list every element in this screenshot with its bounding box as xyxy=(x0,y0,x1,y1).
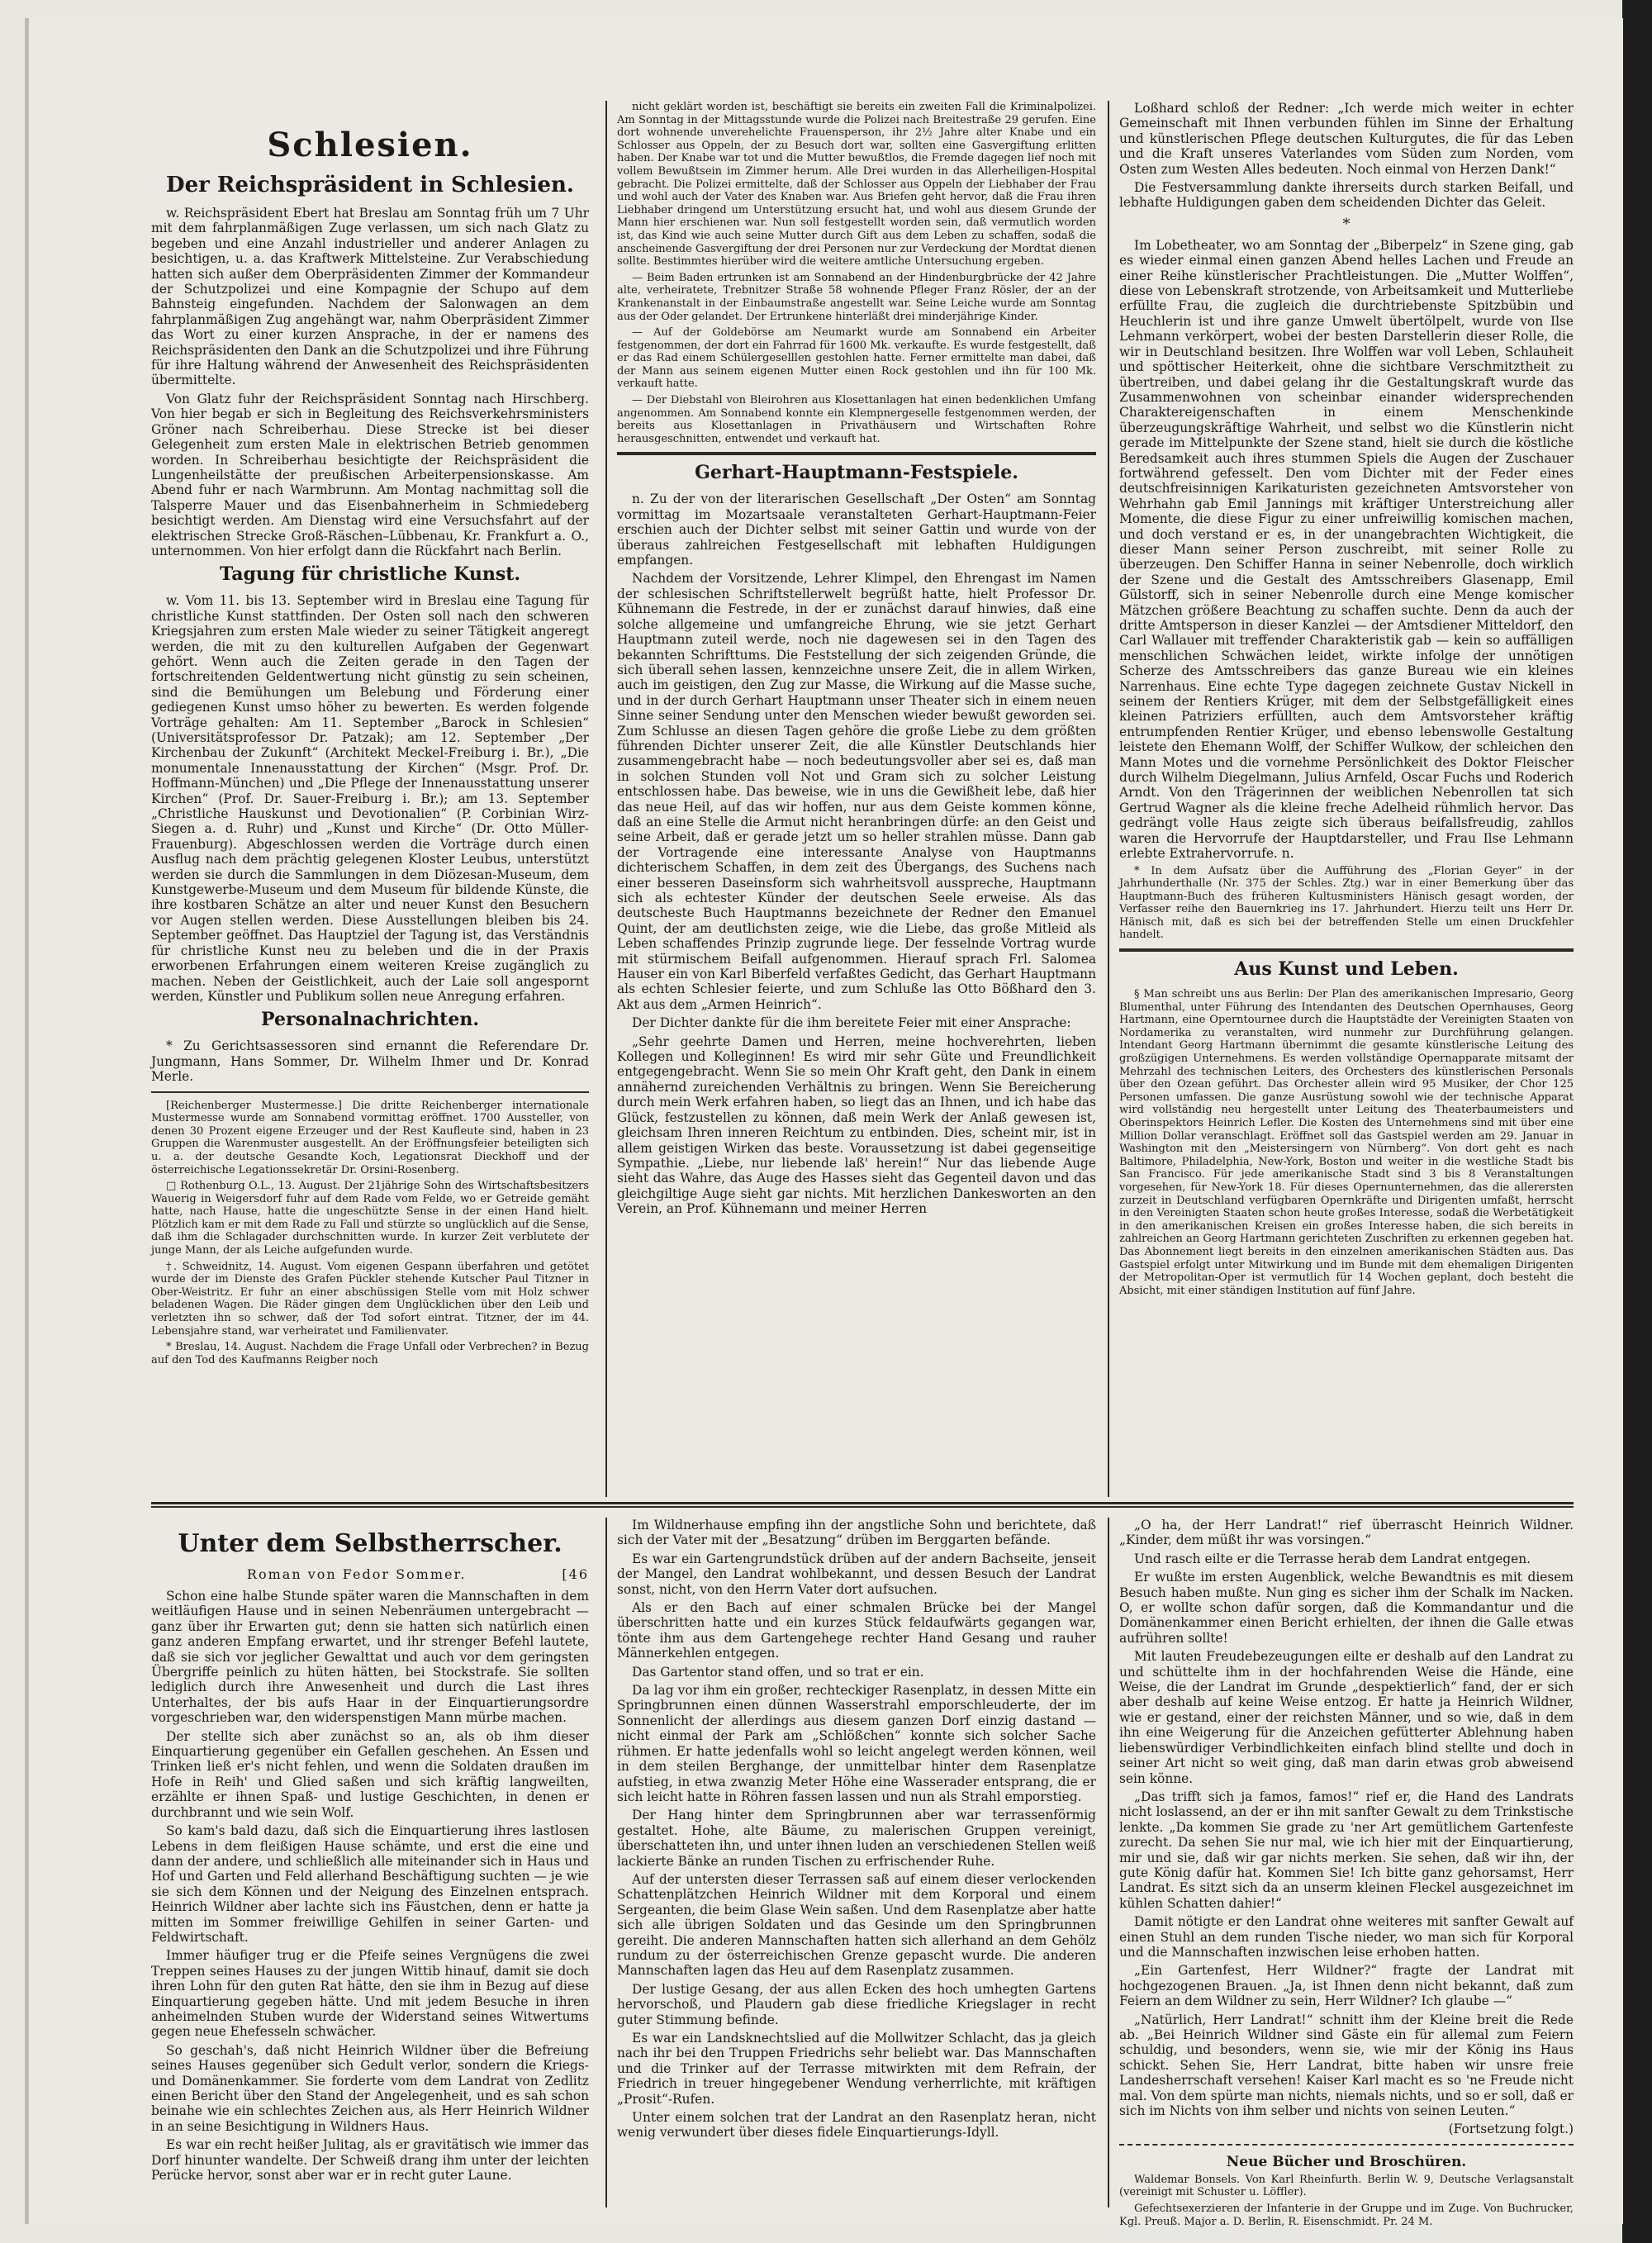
novel-paragraph: Auf der untersten dieser Terrassen saß auf einem dieser verlockenden Schattenplätzchen Heinrich Wildner mit dem Korporal und einem Sergeanten, die beim Glase Wein saßen. Und dem Rasenplatze aber hatte sich alle übrigen Soldaten und das Gesinde um den Springbrunnen gereiht. Die anderen Mannschaften hatten sich allerhand an dem Gehölz rundum zu der österreichischen Grenze gepascht wurde. Die anderen Mannschaften lagen das Heu auf dem Rasenplatz zusammen. xyxy=(617,1871,1096,1979)
news-item: — Beim Baden ertrunken ist am Sonnabend an der Hindenburgbrücke der 42 Jahre alte, verheiratete, Trebnitzer Straße 58 wohnende Pfleger Franz Rösler, der an der Krankenanstalt in der Einbaumstraße angestellt war. Seine Leiche wurde am Sonntag aus der Oder gelandet. Der Ertrunkene hinterläßt drei minderjährige Kinder. xyxy=(617,271,1096,323)
column-rule xyxy=(1108,1518,1109,2207)
novel-paragraph: Der Hang hinter dem Springbrunnen aber war terrassenförmig gestaltet. Hohe, alte Bäume, zu malerischen Gruppen vereinigt, überschatteten ihn, und unter ihnen luden an verschiedenen Stellen weiß lackierte Bänke an runden Tischen zu erfrischender Ruhe. xyxy=(617,1808,1096,1869)
novel-paragraph: Es war ein recht heißer Julitag, als er gravitätisch wie immer das Dorf hinunter wandelte. Der Schweiß drang ihm unter der leichten Perücke hervor, sonst aber war er in recht guter Laune. xyxy=(151,2137,589,2184)
article-paragraph: Loßhard schloß der Redner: „Ich werde mich weiter in echter Gemeinschaft mit Ihnen verbunden fühlen im Sinne der Erhaltung und künstlerischen Pflege deutschen Kulturgutes, die für das Leben und die Kraft unseres Vaterlandes vom Süden zum Norden, vom Osten zum Westen Alles bedeuten. Noch einmal von Herzen Dank!“ xyxy=(1119,101,1574,177)
article-paragraph: Von Glatz fuhr der Reichspräsident Sonntag nach Hirschberg. Von hier begab er sich in Begleitung des Reichsverkehrsministers Gröner nach Schreiberhau. Diese Strecke ist bei dieser Gelegenheit zum ersten Male in elektrischen Betrieb genommen worden. In Schreiberhau besichtigte der Reichspräsident die Lungenheilstätte der preußischen Arbeiterpensionskasse. Am Abend fuhr er nach Warmbrunn. Am Montag nachmittag soll die Talsperre Mauer und das Eisenbahnerheim in Schmiedeberg besichtigt werden. Am Dienstag wird eine Versuchsfahrt auf der elektrischen Strecke Groß-Räschen–Lübbenau, Kr. Frankfurt a. O., unternommen. Von hier erfolgt dann die Rückfahrt nach Berlin. xyxy=(151,391,589,558)
novel-paragraph: „Das trifft sich ja famos, famos!“ rief er, die Hand des Landrats nicht loslassend, an der er ihn mit sanfter Gewalt zu dem Trinkstische lenkte. „Da kommen Sie grade zu 'ner Art gemütlichem Gartenfeste zurecht. Da sehen Sie nur mal, wie ich hier mit der Einquartierung, mir und sie, daß wir gar nichts merken. Sie sehen, daß wir ihn, der gute König dafür hat. Kommen Sie! Ich bitte ganz gehorsamst, Herr Landrat. Es sitzt sich da an unserm kleinen Fleckel ausgezeichnet im kühlen Schatten dahier!“ xyxy=(1119,1789,1574,1911)
divider xyxy=(1119,948,1574,952)
novel-paragraph: Schon eine halbe Stunde später waren die Mannschaften in dem weitläufigen Hause und in seinen Nebenräumen untergebracht — ganz über ihr Erwarten gut; denn sie hatten sich natürlich einen ganz anderen Empfang erwartet, und ihr strenger Befehl lautete, daß sie sich vor jeglicher Gewalttat und auch vor dem geringsten Übergriffe peinlich zu hüten hätten, bei Stockstrafe. Sie sollten lediglich durch ihre Anwesenheit und durch die Last ihres Unterhaltes, der bis aufs Haar in der Einquartierungsordre vorgeschrieben war, den widerspenstigen Mann mürbe machen. xyxy=(151,1589,589,1726)
book-notice: Waldemar Bonsels. Von Karl Rheinfurth. Berlin W. 9, Deutsche Verlagsanstalt (vereinigt mit Schuster u. Löffler). xyxy=(1119,2173,1574,2199)
novel-paragraph: Das Gartentor stand offen, und so trat er ein. xyxy=(632,1664,924,1680)
news-item: †. Schweidnitz, 14. August. Vom eigenen Gespann überfahren und getötet wurde der im Dienste des Grafen Pückler stehende Kutscher Paul Titzner in Ober-Weistritz. Er fuhr an einer abschüssigen Stelle vom mit Holz schwer beladenen Wagen. Die Räder gingen dem Unglücklichen über den Leib und verletzten ihn so schwer, daß der Tod sofort eintrat. Titzner, der im 44. Lebensjahre stand, war verheiratet und Familienvater. xyxy=(151,1260,589,1338)
novel-paragraph: Der stellte sich aber zunächst so an, als ob ihm dieser Einquartierung gegenüber ein Gefallen geschehen. An Essen und Trinken ließ er's nicht fehlen, und wenn die Soldaten draußen im Hofe in Reih' und Glied saßen und sich kräftig langweilten, erzählte er ihnen Spaß- und lustige Geschichten, in denen er durchbrannt und wie sein Wolf. xyxy=(151,1728,589,1820)
newspaper-page xyxy=(25,18,1623,2228)
book-notice: Gefechtsexerzieren der Infanterie in der Gruppe und im Zuge. Von Buchrucker, Kgl. Preuß. Major a. D. Berlin, R. Eisenschmidt. Pr. 24 M. xyxy=(1119,2203,1574,2228)
novel-paragraph: Im Wildnerhause empfing ihn der angstliche Sohn und berichtete, daß sich der Vater mit der „Besatzung“ drüben im Berggarten befände. xyxy=(617,1518,1096,1548)
novel-paragraph: Da lag vor ihm ein großer, rechteckiger Rasenplatz, in dessen Mitte ein Springbrunnen einen dünnen Wasserstrahl emporschleuderte, der im Sonnenlicht der allerdings aus diesem ganzen Dorf einzig dastand — nicht einmal der Park am „Schlößchen“ konnte sich solcher Sache rühmen. Er hatte jedenfalls wohl so leicht angelegt werden können, weil in dem steilen Berghange, der unmittelbar hinter dem Rasenplatze aufstieg, in etwa zwanzig Meter Höhe eine Wasserader entsprang, die er sich leicht hatte in Röhren fassen lassen und nun als Strahl emporstieg. xyxy=(617,1683,1096,1804)
novel-paragraph: Es war ein Gartengrundstück drüben auf der andern Bachseite, jenseit der Mangel, den Landrat wohlbekannt, und dessen Besuch der Landrat sonst, nicht, von den Herrn Vater dort aufsuchen. xyxy=(617,1551,1096,1597)
article-headline-reichspraesident: Der Reichspräsident in Schlesien. xyxy=(166,173,574,197)
novel-paragraph: Als er den Bach auf einer schmalen Brücke bei der Mangel überschritten hatte und ein kurzes Stück feldaufwärts gegangen war, tönte ihm aus dem Gartengehege rechter Hand Gesang und rauher Männerkehlen entgegen. xyxy=(617,1600,1096,1661)
novel-byline xyxy=(151,1566,589,1582)
article-headline-hauptmann: Gerhart-Hauptmann-Festspiele. xyxy=(695,462,1018,484)
article-headline-tagung: Tagung für christliche Kunst. xyxy=(219,563,521,586)
section-title-schlesien: Schlesien. xyxy=(267,126,473,164)
news-item: [Reichenberger Mustermesse.] Die dritte Reichenberger internationale Mustermesse wurde am Sonnabend vormittag eröffnet. 1700 Aussteller, von denen 30 Prozent eigene Erzeuger und der Rest Kaufleute sind, haben in 23 Gruppen die Warenmuster ausgestellt. An der Eröffnungsfeier beteiligten sich u. a. der deutsche Gesandte Koch, Legationsrat Dieckhoff und der österreichische Legationssekretär Dr. Orsini-Rosenberg. xyxy=(151,1099,589,1176)
feuilleton-middle xyxy=(617,1518,1096,2212)
scan-edge xyxy=(1622,0,1652,2243)
article-paragraph: Die Festversammlung dankte ihrerseits durch starken Beifall, und lebhafte Huldigungen gaben dem scheidenden Dichter das Geleit. xyxy=(1119,180,1574,211)
novel-paragraph: „O ha, der Herr Landrat!“ rief überrascht Heinrich Wildner. „Kinder, dem müßt ihr was vorsingen.“ xyxy=(1119,1518,1574,1548)
novel-paragraph: Unter einem solchen trat der Landrat an den Rasenplatz heran, nicht wenig verwundert über dieses fidele Einquartierungs-Idyll. xyxy=(617,2110,1096,2141)
novel-author: Roman von Fedor Sommer. xyxy=(246,1566,467,1582)
novel-paragraph: Mit lauten Freudebezeugungen eilte er deshalb auf den Landrat zu und schüttelte ihm in der hochfahrenden Weise die Hände, eine Weise, die der Landrat im Grunde „despektierlich“ fand, der er sich aber deshalb auf keine Weise entzog. Er hatte ja Heinrich Wildner, wie er gestand, einer der reichsten Männer, und so wie, daß in dem ihn eine Weigerung für die Anzeichen gefütterter Ablehnung haben liebenswürdiger Verbindlichkeiten einfach blind stellte und doch in seiner Art nicht so weit ging, daß man darin etwas grob abweisend sein könne. xyxy=(1119,1649,1574,1786)
article-headline-kunst: Aus Kunst und Leben. xyxy=(1234,958,1459,981)
left-column xyxy=(151,101,589,1497)
article-paragraph: Der Dichter dankte für die ihm bereitete Feier mit einer Ansprache: xyxy=(632,1015,1071,1031)
article-paragraph: w. Vom 11. bis 13. September wird in Breslau eine Tagung für christliche Kunst stattfinden. Der Osten soll nach den schweren Kriegsjahren zum ersten Male wieder zu seiner Tätigkeit angeregt werden, die mit zu den kulturellen Aufgaben der Gegenwart gehört. Wenn auch die Zeiten gerade in den Tagen der fortschreitenden Geldentwertung nicht günstig zu sein scheinen, sind die Bemühungen um Belebung und Förderung einer gediegenen Kunst umso höher zu bewerten. Es werden folgende Vorträge gehalten: Am 11. September „Barock in Schlesien“ (Universitätsprofessor Dr. Patzak); am 12. September „Der Kirchenbau der Zukunft“ (Architekt Meckel-Freiburg i. Br.), „Die monumentale Innenausstattung der Kirchen“ (Msgr. Prof. Dr. Hoffmann-München) und „Die Pflege der Innenausstattung unserer Kirchen“ (Prof. Dr. Sauer-Freiburg i. Br.); am 13. September „Christliche Hauskunst und Devotionalien“ (P. Corbinian Wirz-Siegen a. d. Ruhr) und „Kunst und Kirche“ (Dr. Otto Müller-Frauenburg). Abgeschlossen werden die Vorträge durch einen Ausflug nach dem prächtig gelegenen Kloster Leubus, unterstützt werden sie durch die Sammlungen in dem Diözesan-Museum, dem Kunstgewerbe-Museum und dem Museum für bildende Künste, die ihre kostbaren Schätze an alter und neuer Kunst den Besuchern vor Augen stellen werden. Diese Ausstellungen bleiben bis 24. September geöffnet. Das Hauptziel der Tagung ist, das Verständnis für christliche Kunst neu zu beleben und die in der Praxis erworbenen Erfahrungen einem weiteren Kreise zugänglich zu machen. Neben der Geistlichkeit, auch der Laie soll angespornt werden, Künstler und Publikum sollen neue Anregung erfahren. xyxy=(151,593,589,1004)
section-headline-buecher: Neue Bücher und Broschüren. xyxy=(1226,2153,1467,2170)
column-rule xyxy=(605,101,607,1497)
novel-paragraph: Er wußte im ersten Augenblick, welche Bewandtnis es mit diesem Besuch haben mußte. Nun ging es sicher ihm der Schalk im Nacken. O, er wollte schon dafür sorgen, daß die Kommandantur und die Domänenkammer einen Bericht erhielten, der ihnen die Galle etwas aufrühren sollte! xyxy=(1119,1570,1574,1646)
novel-title: Unter dem Selbstherrscher. xyxy=(178,1529,563,1558)
novel-paragraph: „Natürlich, Herr Landrat!“ schnitt ihm der Kleine breit die Rede ab. „Bei Heinrich Wildner sind Gäste ein für allemal zum Feiern schuldig, und besonders, wenn sie, wie mir der König ins Haus schickt. Sehen Sie, Herr Landrat, bitte haben wir unsre freie Landesherrschaft versehen! Kaiser Karl macht es so 'ne Freude nicht mal. Von dem spürte man nichts, niemals nichts, und so er soll, daß er sich im Nichts von ihm selber und nichts von seinen Leuten.“ xyxy=(1119,2012,1574,2119)
news-item: * Breslau, 14. August. Nachdem die Frage Unfall oder Verbrechen? in Bezug auf den Tod des Kaufmanns Reigber noch xyxy=(151,1341,589,1366)
article-paragraph: * Zu Gerichtsassessoren sind ernannt die Referendare Dr. Jungmann, Hans Sommer, Dr. Wilhelm Ihmer und Dr. Konrad Merle. xyxy=(151,1038,589,1085)
novel-paragraph: „Ein Gartenfest, Herr Wildner?“ fragte der Landrat mit hochgezogenen Brauen. „Ja, ist Ihnen denn nicht bekannt, daß zum Feiern an dem Wildner zu sein, Herr Wildner? Ich glaube —“ xyxy=(1119,1963,1574,2009)
installment-number: [46 xyxy=(562,1566,589,1582)
novel-paragraph: Und rasch eilte er die Terrasse herab dem Landrat entgegen. xyxy=(1134,1551,1531,1566)
column-rule xyxy=(605,1518,607,2207)
article-paragraph: n. Zu der von der literarischen Gesellschaft „Der Osten“ am Sonntag vormittag im Mozartsaale veranstalteten Gerhart-Hauptmann-Feier erschien auch der Dichter selbst mit seiner Gattin und wurde von der überaus zahlreichen Festgesellschaft mit lebhaften Huldigungen empfangen. xyxy=(617,492,1096,568)
news-item: nicht geklärt worden ist, beschäftigt sie bereits ein zweiten Fall die Kriminalpolizei. Am Sonntag in der Mittagsstunde wurde die Polizei nach Breitestraße 29 gerufen. Eine dort wohnende unverehelichte Frauensperson, ihr 2½ Jahre alter Knabe und ein Schlosser aus Oppeln, der zu Besuch dort war, sollten eine Gasvergiftung erlitten haben. Der Knabe war tot und die Mutter bewußtlos, die Fremde dagegen lief noch mit vollem Bewußtsein im Zimmer herum. Alle Drei wurden in das Allerheiligen-Hospital gebracht. Die Polizei ermittelte, daß der Schlosser aus Oppeln der Liebhaber der Frau und wohl auch der Vater des Knaben war. Aus Briefen geht hervor, daß die Frau ihren Liebhaber dringend um Unterstützung ersucht hat, und wohl aus diesem Grunde der Mann hier erschienen war. Nun soll festgestellt worden sein, daß vermutlich worden ist, das Kind wie auch seine Mutter durch Gift aus dem Leben zu schaffen, sodaß die anscheinende Gasvergiftung der drei Personen nur zur Verdeckung der Mordtat dienen sollte. Bestimmtes hierüber wird die weitere amtliche Untersuchung ergeben. xyxy=(617,101,1096,268)
divider xyxy=(151,1091,589,1093)
middle-column xyxy=(617,101,1096,1497)
column-rule xyxy=(1108,101,1109,1497)
article-paragraph: § Man schreibt uns aus Berlin: Der Plan des amerikanischen Impresario, Georg Blumenthal, unter Führung des Intendanten des Deutschen Opernhauses, Georg Hartmann, eine Operntournee durch die Hauptstädte der Vereinigten Staaten von Nordamerika zu veranstalten, wird nunmehr zur Durchführung gelangen. Intendant Georg Hartmann übernimmt die gesamte künstlerische Leitung des großzügigen Unternehmens. Es werden vollständige Opernapparate mitsamt der Mehrzahl des technischen Leiters, des Orchesters des künstlerischen Personals über den Ozean geführt. Das Orchester allein wird 95 Musiker, der Chor 125 Personen umfassen. Die ganze Ausrüstung sowohl wie der technische Apparat wird vollständig neu hergestellt unter Leitung des Theaterbaumeisters und Oberinspektors Heinrich Lefler. Die Kosten des Unternehmens sind mit über eine Million Dollar veranschlagt. Eröffnet soll das Gastspiel werden am 29. Januar in Washington mit den „Meistersingern von Nürnberg“. Von dort geht es nach Baltimore, Philadelphia, New-York, Boston und weiter in die westliche Stadt bis San Francisco. Für jede amerikanische Stadt sind 3 bis 8 Veranstaltungen vorgesehen, für New-York 18. Für dieses Opernunternehmen, das die allerersten zurzeit in Deutschland verfügbaren Opernkräfte und Dirigenten umfaßt, herrscht in den Vereinigten Staaten schon heute großes Interesse, sodaß die Werbetätigkeit in den amerikanischen Kreisen ein großes Interesse haben, die sich bereits in zahlreichen an Georg Hartmann gerichteten Zuschriften zu erkennen gegeben hat. Das Abonnement liegt bereits in den einzelnen amerikanischen Städten aus. Das Gastspiel erfolgt unter Mitwirkung und im Bunde mit dem ehemaligen Dirigenten der Metropolitan-Oper ist vermutlich für 14 Wochen geplant, doch besteht die Absicht, mit einer ständigen Institution auf fünf Jahre. xyxy=(1119,988,1574,1297)
divider xyxy=(617,452,1096,455)
news-item: — Auf der Goldebörse am Neumarkt wurde am Sonnabend ein Arbeiter festgenommen, der dort ein Fahrrad für 1600 Mk. verkaufte. Es wurde festgestellt, daß er das Rad einem Schülergeselllen gestohlen hatte. Ferner ermittelte man dabei, daß der Mann aus seinem eigenen Mutter einen Rock gestohlen und ihn für 100 Mk. verkauft hatte. xyxy=(617,326,1096,391)
novel-paragraph: So geschah's, daß nicht Heinrich Wildner über die Befreiung seines Hauses gegenüber sich Gedult verlor, sondern die Kriegs- und Domänenkammer. Sie forderte vom dem Landrat von Zedlitz einen Bericht über den Stand der Angelegenheit, und es sah schon beinahe wie ein schlechtes Zeichen aus, als Herr Heinrich Wildner in an seine Besichtigung in Wildners Haus. xyxy=(151,2042,589,2134)
article-headline-personal: Personalnachrichten. xyxy=(261,1009,479,1031)
novel-paragraph: Damit nötigte er den Landrat ohne weiteres mit sanfter Gewalt auf einen Stuhl an dem runden Tische nieder, wo man sich für Korporal und die Mannschaften inzwischen leise erhoben hatten. xyxy=(1119,1914,1574,1960)
novel-paragraph: Immer häufiger trug er die Pfeife seines Vergnügens die zwei Treppen seines Hauses zu der jungen Wittib hinauf, damit sie doch ihren Lohn für den guten Rat hätte, den sie ihm in Bezug auf diese Einquartierung gegeben hätte. Und mit jedem Besuche in ihren anheimelnden Stuben wurde der Widerstand seines Witwertums gegen neue Ehefesseln schwächer. xyxy=(151,1948,589,2040)
feuilleton-right xyxy=(1119,1518,1574,2228)
article-paragraph: Nachdem der Vorsitzende, Lehrer Klimpel, den Ehrengast im Namen der schlesischen Schriftstellerwelt begrüßt hatte, hielt Professor Dr. Kühnemann die Festrede, in der er zunächst darauf hinwies, daß eine solche allgemeine und umfangreiche Ehrung, wie sie jetzt Gerhart Hauptmann zuteil werde, noch nie dagewesen sei in den Tagen des bekannten Schrifttums. Die Feststellung der sich zeigenden Gründe, die sich überall sehen lassen, kennzeichne unsere Zeit, die in allem Wirken, auch im geistigen, den Zug zur Masse, die Wirkung auf die Masse suche, und in der durch Gerhart Hauptmann unser Theater sich in einem neuen Sinne seiner Sendung unter den Menschen wieder bewußt geworden sei. Zum Schlusse an diesen Tagen gehöre die große Liebe zu dem größten führenden Dichter unserer Zeit, die alle Künstler Deutschlands hier zusammengebracht habe — noch bedeutungsvoller aber sei es, daß man in solchen Stunden voll Not und Gram sich zu solcher Leistung entschlossen habe. Das beweise, wie in uns die Gewißheit lebe, daß hier das neue Heil, auf das wir hoffen, nur aus dem Geiste kommen könne, daß an eine Stelle die Armut nicht heranbringen dürfe: an den Geist und seine Arbeit, daß er gerade jetzt um so heller strahlen müsse. Dann gab der Vortragende eine interessante Analyse von Hauptmanns dichterischem Schaffen, in dem zeit des Übergangs, des Suchens nach einer besseren Daseinsform sich wahrheitsvoll ausspreche, Hauptmann sich als echtester Künder der deutschen Seele erweise. Als das deutscheste Buch Hauptmanns bezeichnete der Redner den Emanuel Quint, der am deutlichsten zeige, wie die Liebe, das große Mitleid als Leben schaffendes Prinzip zugrunde liege. Der fesselnde Vortrag wurde mit stürmischem Beifall aufgenommen. Hierauf sprach Frl. Salomea Hauser ein von Karl Biberfeld verfaßtes Gedicht, das Gerhart Hauptmann als echten Schlesier feierte, und zum Schluße las Otto Bößhard den 3. Akt aus dem „Armen Heinrich“. xyxy=(617,571,1096,1012)
article-paragraph: w. Reichspräsident Ebert hat Breslau am Sonntag früh um 7 Uhr mit dem fahrplanmäßigen Zuge verlassen, um sich nach Glatz zu begeben und eine Anzahl industrieller und anderer Anlagen zu besichtigen, u. a. das Kraftwerk Mittelsteine. Zur Verabschiedung hatten sich außer dem Oberpräsidenten Zimmer der Kommandeur der Schutzpolizei und eine Kompagnie der Schupo auf dem Bahnsteig eingefunden. Nachdem der Salonwagen an dem fahrplanmäßigen Zug angehängt war, nahm Oberpräsident Zimmer das Wort zu einer kurzen Ansprache, in der er namens des Reichspräsidenten den Dank an die Schutzpolizei und ihre Führung für ihre Haltung während der Anwesenheit des Reichspräsidenten übermittelte. xyxy=(151,206,589,388)
divider xyxy=(1119,2144,1574,2146)
novel-paragraph: So kam's bald dazu, daß sich die Einquartierung ihres lastlosen Lebens in dem fleißigen Hause schämte, und erst die eine und dann der andere, und schließlich alle miteinander sich in Haus und Hof und Garten und Feld allerhand Beschäftigung suchten — je wie sie sich dem Können und der Neigung des Einzelnen entsprach. Heinrich Wildner aber lachte sich ins Fäustchen, denn er hatte ja mitten im Sommer freiwillige Gehilfen in seiner Garten- und Feldwirtschaft. xyxy=(151,1823,589,1945)
news-item: □ Rothenburg O.L., 13. August. Der 21jährige Sohn des Wirtschaftsbesitzers Wauerig in Weigersdorf fuhr auf dem Rade vom Felde, wo er Getreide gemäht hatte, nach Hause, hatte die ungeschützte Sense in der einen Hand hielt. Plötzlich kam er mit dem Rade zu Fall und stürzte so unglücklich auf die Sense, daß ihm die Schlagader durchschnitten wurde. In kurzer Zeit verblutete der junge Mann, der als Leiche aufgefunden wurde. xyxy=(151,1180,589,1257)
article-paragraph: Im Lobetheater, wo am Sonntag der „Biberpelz“ in Szene ging, gab es wieder einmal einen ganzen Abend helles Lachen und Freude an einer Reihe künstlerischer Prachtleistungen. Die „Mutter Wolffen“, diese von Lebenskraft strotzende, von Arbeitsamkeit und Mutterliebe erfüllte Frau, die zugleich die durchtriebenste Spitzbübin und Heuchlerin ist und ihre ganze Umwelt übertölpelt, wurde von Ilse Lehmann verkörpert, wobei der besten Darstellerin dieser Rolle, die wir in Deutschland besitzen. Ihre Wolffen war voll Leben, Schlauheit und spöttischer Heiterkeit, ohne die sichtbare Verschmitztheit zu übertreiben, und dabei gelang ihr die Gestaltungskraft wurde das Zusammenwohnen von scheinbar einander widersprechenden Charaktereigenschaften in einem Menschenkinde überzeugungskräftige Wahrheit, und selbst wo die Künstlerin nicht gerade im Mittelpunkte der Szene stand, hielt sie durch die köstliche Beredsamkeit auch ihres stummen Spiels die Augen der Zuschauer fortwährend gefesselt. Den vom Dichter mit der Feder eines deutschfreisinnigen Karikaturisten gezeichneten Amtsvorsteher von Wehrhahn gab Emil Jannings mit kräftiger Unterstreichung aller Momente, die diese Figur zu einer unfreiwillig komischen machen, und doch verstand er es, in der unangebrachten Wichtigkeit, die dieser Mann seiner Person zuschreibt, mit seiner Rolle zu überzeugen. Den Schiffer Hanna in seiner Nebenrolle, doch wirklich der Szene und die Gestalt des Amtsschreibers Glasenapp, Emil Gülstorff, sich in seiner Nebenrolle durch eine Menge komischer Mätzchen größere Beachtung zu schaffen suchte. Denn da auch der dritte Amtsperson in dieser Kanzlei — der Amtsdiener Mitteldorf, den Carl Wallauer mit treffender Charakteristik gab — kein so auffälligen menschlichen Schwächen leidet, wirkte infolge der unnötigen Scherze des Amtsschreibers das ganze Bureau wie ein kleines Narrenhaus. Eine echte Type dagegen zeichnete Gustav Nickell in seinem der Rentiers Krüger, mit dem der Selbstgefälligkeit eines kleinen Patriziers erfüllten, auch dem Amtsvorsteher kräftig entrumpfenden Rentier Krüger, und ebenso lebenswolle Gestaltung leistete den Ehemann Wolff, der Schiffer Wulkow, der schleichen den Mann Motes und die vornehme Persönlichkeit des Doktor Fleischer durch Wilhelm Diegelmann, Julius Arnfeld, Oscar Fuchs und Roderich Arndt. Von den Trägerinnen der weiblichen Nebenrollen tat sich Gertrud Wagner als die kleine freche Adelheid rühmlich hervor. Das gedrängt volle Haus zeigte sich überaus beifallsfreudig, zahllos waren die Hervorrufe der Hauptdarsteller, und Frau Ilse Lehmann erlebte Extrahervorrufe. n. xyxy=(1119,237,1574,862)
feuilleton-divider xyxy=(151,1502,1574,1508)
feuilleton-left xyxy=(151,1518,589,2212)
section-star: * xyxy=(1342,215,1351,233)
news-item: — Der Diebstahl von Bleirohren aus Klosettanlagen hat einen bedenklichen Umfang angenommen. Am Sonnabend konnte ein Klempnergeselle festgenommen werden, der bereits aus Klosettanlagen in Privathäusern und Wirtschaften Rohre herausgeschnitten, entwendet und verkauft hat. xyxy=(617,394,1096,445)
news-item: * In dem Aufsatz über die Aufführung des „Florian Geyer“ in der Jahrhunderthalle (Nr. 375 der Schles. Ztg.) war in einer Bemerkung über das Hauptmann-Buch des früheren Kultusministers Hänisch gesagt worden, der Verfasser reihe den Bauernkrieg ins 17. Jahrhundert. Hierzu teilt uns Herr Dr. Hänisch mit, daß es sich bei der betreffenden Stelle um einen Druckfehler handelt. xyxy=(1119,864,1574,942)
novel-paragraph: Der lustige Gesang, der aus allen Ecken des hoch umhegten Gartens hervorschoß, und Plaudern gab diese friedliche Kriegslager in recht guter Stimmung befinde. xyxy=(617,1981,1096,2027)
continuation-note: (Fortsetzung folgt.) xyxy=(1448,2122,1574,2137)
right-column xyxy=(1119,101,1574,1497)
article-paragraph: „Sehr geehrte Damen und Herren, meine hochverehrten, lieben Kollegen und Kolleginnen! Es wird mir sehr Güte und Freundlichkeit entgegengebracht. Wenn Sie so mein Ohr Kraft geht, den Dank in einem annähernd zureichenden Verhältnis zu bringen. Wenn Sie Bereicherung durch mein Werk erfahren haben, so liegt das an Ihnen, und ich habe das Glück, festzustellen zu können, daß mein Werk der Anlaß gewesen ist, gleichsam Ihren inneren Reichtum zu entbinden. Dies, scheint mir, ist in allem geistigen Wirken das beste. Voraussetzung ist dabei gegenseitige Sympathie. „Liebe, nur liebende laß' herein!“ Nur das liebende Auge sieht das Wahre, das Auge des Hasses sieht das Gegenteil davon und das gleichgiltige Auge sieht gar nichts. Mit herzlichen Dankesworten an den Verein, an Prof. Kühnemann und meiner Herren xyxy=(617,1034,1096,1217)
novel-paragraph: Es war ein Landsknechtslied auf die Mollwitzer Schlacht, das ja gleich nach ihr bei den Truppen Friedrichs sehr beliebt war. Das Mannschaften und die Trinker auf der Terrasse mitwirkten mit dem Refrain, der Friedrich in treuer hingegebener Wendung verherrlichte, mit kräftigen „Prosit“-Rufen. xyxy=(617,2031,1096,2107)
